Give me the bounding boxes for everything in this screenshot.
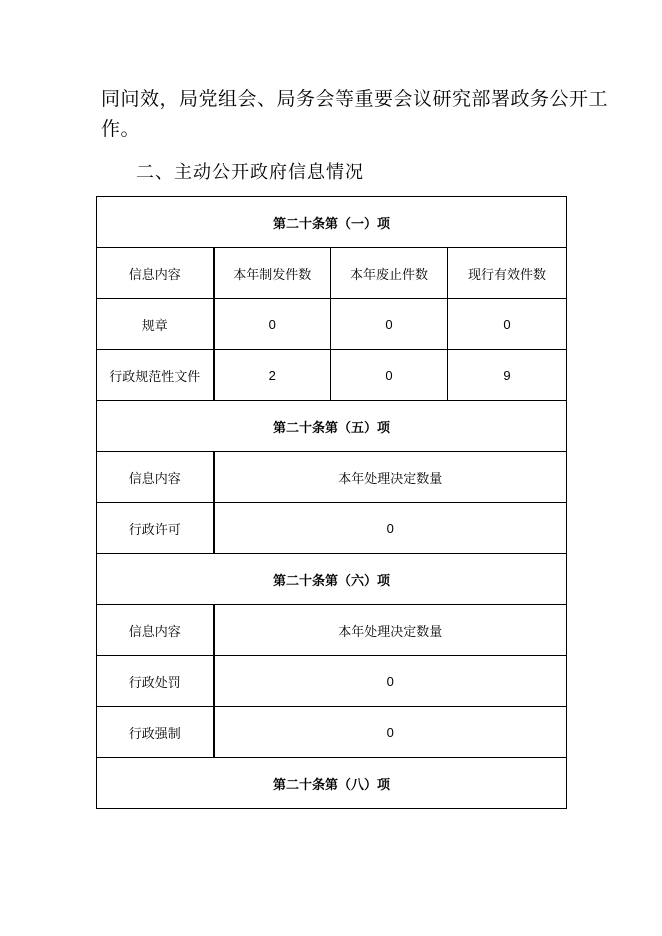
paragraph-line-1: 同问效，局党组会、局务会等重要会议研究部署政务公开工 [101, 88, 609, 110]
table-header-row [97, 248, 567, 299]
cell-value: 2 [214, 350, 331, 401]
cell-value: 0 [214, 707, 567, 758]
row-label: 行政许可 [97, 503, 214, 554]
section-title-row [97, 554, 567, 605]
cell-value: 0 [448, 299, 567, 350]
section-title-row [97, 758, 567, 809]
section-heading: 二、主动公开政府信息情况 [136, 162, 364, 183]
row-label: 行政处罚 [97, 656, 214, 707]
table-row [97, 656, 567, 707]
table-header-row [97, 452, 567, 503]
paragraph-line-2: 作。 [101, 118, 141, 140]
header-info-content: 信息内容 [97, 605, 214, 656]
section-title-row [97, 401, 567, 452]
row-label: 规章 [97, 299, 214, 350]
table-row [97, 503, 567, 554]
header-info-content: 信息内容 [97, 452, 214, 503]
table-row [97, 707, 567, 758]
cell-value: 0 [331, 299, 448, 350]
header-decision-count: 本年处理决定数量 [214, 452, 567, 503]
section-title-art20-1: 第二十条第（一）项 [97, 197, 567, 248]
cell-value: 0 [214, 503, 567, 554]
cell-value: 0 [214, 656, 567, 707]
header-issued-count: 本年制发件数 [214, 248, 331, 299]
row-label: 行政规范性文件 [97, 350, 214, 401]
section-title-art20-5: 第二十条第（五）项 [97, 401, 567, 452]
cell-value: 0 [214, 299, 331, 350]
section-title-row [97, 197, 567, 248]
table-row [97, 350, 567, 401]
header-decision-count: 本年处理决定数量 [214, 605, 567, 656]
cell-value: 9 [448, 350, 567, 401]
section-title-art20-6: 第二十条第（六）项 [97, 554, 567, 605]
body-paragraph [101, 84, 609, 144]
row-label: 行政强制 [97, 707, 214, 758]
disclosure-table [96, 196, 567, 809]
cell-value: 0 [331, 350, 448, 401]
table-row [97, 299, 567, 350]
header-info-content: 信息内容 [97, 248, 214, 299]
table-header-row [97, 605, 567, 656]
section-title-art20-8: 第二十条第（八）项 [97, 758, 567, 809]
header-valid-count: 现行有效件数 [448, 248, 567, 299]
header-repealed-count: 本年废止件数 [331, 248, 448, 299]
